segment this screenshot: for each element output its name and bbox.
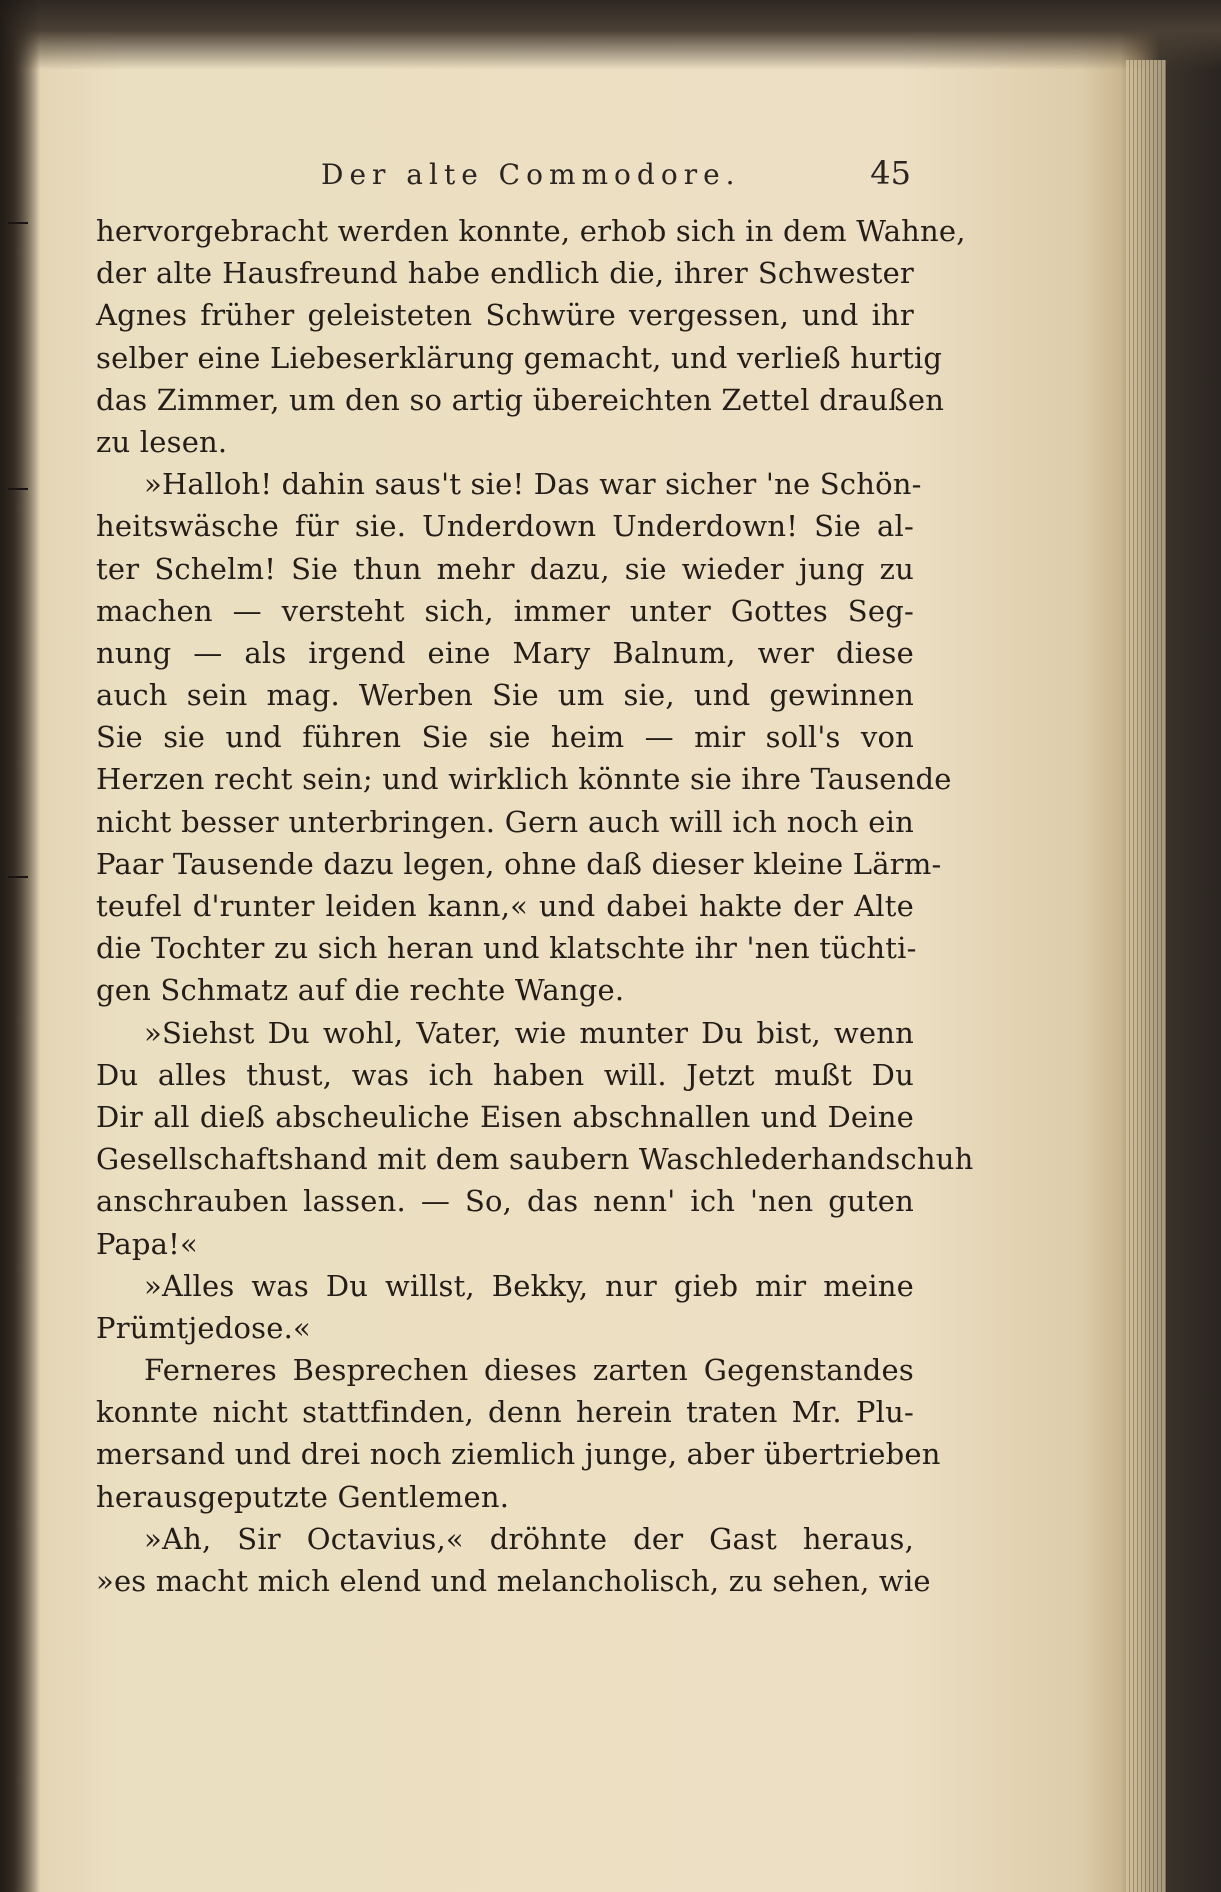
margin-mark: [8, 222, 28, 224]
text-line: Papa!«: [96, 1226, 198, 1261]
text-line: der alte Hausfreund habe endlich die, ihrer Schwester: [96, 256, 914, 291]
text-line: gen Schmatz auf die rechte Wange.: [96, 973, 625, 1008]
text-line: hervorgebracht werden konnte, erhob sich in dem Wahne,: [96, 214, 966, 248]
spine-shadow: [0, 0, 40, 1892]
text-line: »Alles was Du willst, Bekky, nur gieb mir meine: [144, 1268, 914, 1303]
text-line: nicht besser unterbringen. Gern auch will ich noch ein: [96, 804, 914, 839]
margin-mark: [8, 876, 28, 878]
text-line: Prümtjedose.«: [96, 1310, 311, 1345]
text-line: nung — als irgend eine Mary Balnum, wer diese: [96, 635, 914, 670]
text-line: Ferneres Besprechen dieses zarten Gegenstandes: [144, 1353, 914, 1388]
text-line: »Ah, Sir Octavius,« dröhnte der Gast heraus,: [144, 1521, 914, 1556]
text-line: Gesellschaftshand mit dem saubern Waschlederhandschuh: [96, 1142, 974, 1177]
page-number: 45: [870, 154, 911, 192]
page-header: [96, 150, 911, 200]
text-line: zu lesen.: [96, 424, 228, 459]
text-line: mersand und drei noch ziemlich junge, aber übertrieben: [96, 1437, 941, 1472]
text-line: Du alles thust, was ich haben will. Jetzt mußt Du: [96, 1057, 914, 1092]
text-line: die Tochter zu sich heran und klatschte ihr 'nen tüchti-: [96, 931, 917, 966]
text-line: auch sein mag. Werben Sie um sie, und gewinnen: [96, 678, 914, 713]
text-line: »Siehst Du wohl, Vater, wie munter Du bist, wenn: [144, 1015, 914, 1050]
text-line: »es macht mich elend und melancholisch, zu sehen, wie: [96, 1564, 931, 1598]
book-top-edge: [0, 0, 1221, 70]
text-line: Dir all dieß abscheuliche Eisen abschnallen und Deine: [96, 1099, 914, 1134]
text-line: ter Schelm! Sie thun mehr dazu, sie wieder jung zu: [96, 551, 914, 586]
text-line: selber eine Liebeserklärung gemacht, und verließ hurtig: [96, 340, 943, 375]
text-line: Paar Tausende dazu legen, ohne daß dieser kleine Lärm-: [96, 846, 942, 881]
text-line: heitswäsche für sie. Underdown Underdown! Sie al-: [96, 509, 914, 544]
text-line: das Zimmer, um den so artig übereichten Zettel draußen: [96, 382, 945, 417]
text-line: konnte nicht stattfinden, denn herein traten Mr. Plu-: [96, 1395, 914, 1430]
text-line: teufel d'runter leiden kann,« und dabei hakte der Alte: [96, 889, 914, 923]
running-title: Der alte Commodore.: [321, 158, 741, 191]
text-line: Agnes früher geleisteten Schwüre vergessen, und ihr: [96, 298, 914, 333]
margin-mark: [8, 488, 28, 490]
text-line: »Halloh! dahin saus't sie! Das war sicher 'ne Schön-: [144, 467, 922, 502]
text-line: Herzen recht sein; und wirklich könnte sie ihre Tausende: [96, 762, 952, 797]
text-body: [96, 210, 974, 1602]
page-edges: [1126, 60, 1166, 1892]
text-line: anschrauben lassen. — So, das nenn' ich 'nen guten: [96, 1184, 914, 1219]
text-line: herausgeputzte Gentlemen.: [96, 1479, 510, 1514]
text-line: machen — versteht sich, immer unter Gottes Seg-: [96, 593, 914, 628]
text-line: Sie sie und führen Sie sie heim — mir soll's von: [96, 720, 914, 755]
